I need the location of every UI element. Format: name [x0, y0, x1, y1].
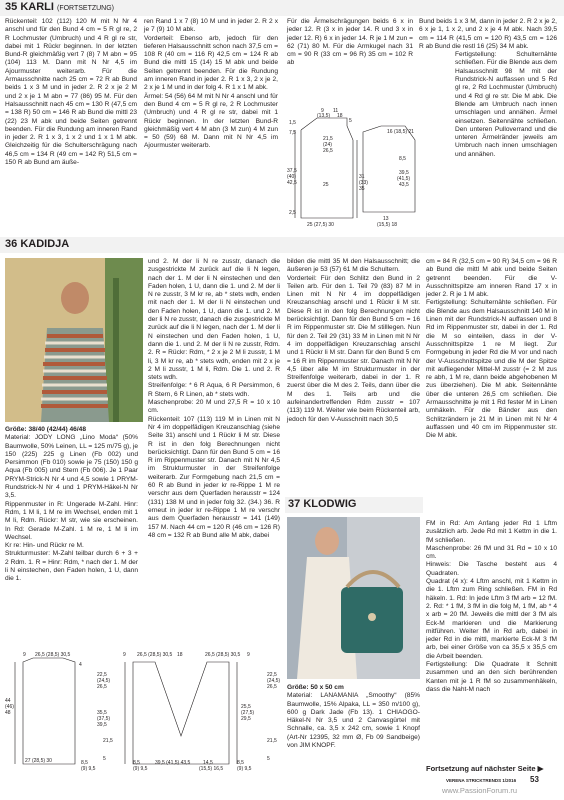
- measure-label: 48: [5, 710, 11, 716]
- measure-label: 22,5: [97, 672, 107, 678]
- measure-label: 11: [333, 108, 339, 114]
- measure-label: 39,5: [97, 722, 107, 728]
- schematic-karli: [287, 100, 420, 232]
- column-36-3: [287, 258, 420, 424]
- measure-label: (46): [5, 704, 14, 710]
- measure-label: 44: [5, 698, 11, 704]
- measure-label: (37,5): [97, 716, 111, 722]
- section-number: 36: [5, 238, 18, 250]
- measure-label: 26,5: [323, 148, 333, 154]
- column-35-2: [144, 18, 278, 151]
- measure-label: 7,5: [289, 130, 296, 136]
- section-title: KARLI: [20, 1, 54, 13]
- measure-label: 8,5: [81, 760, 88, 766]
- measure-label: 4: [79, 662, 82, 668]
- paragraph: Maschenprobe: 26 fM und 31 Rd = 10 x 10 cm.: [426, 544, 557, 561]
- measure-label: 8,5: [399, 156, 406, 162]
- measure-label: 13: [383, 216, 389, 222]
- paragraph: Quadrat (4 x): 4 Lftm anschl, mit 1 Kettm in die 1. Lftm zum Ring schließen. FM in Rd häkeln. 1. Rd: In jede Lftm 3 fM arb = 12 fM. 2. Rd: * 1 fM, 3 fM in die folg M, 1 fM, ab * 4 x arb = 20 fM. Jeweils die mittl der 3 fM als Eck-M markieren und die Markierung mitführen. Weiter fM in Rd arb, dabei in jeder Rd in die mittl, markierte Eck-M 3 fM arb, bei einer Größe von ca 35,5 x 35,5 cm die Arbeit beenden.: [426, 578, 557, 660]
- size-label: Größe: 38/40 (42/44) 46/48: [5, 426, 87, 433]
- measure-label: 26,5: [97, 684, 107, 690]
- measure-label: 5: [349, 118, 352, 124]
- measure-label: (24,5): [97, 678, 111, 684]
- photo-placeholder: [5, 258, 143, 422]
- size-label: Größe: 50 x 50 cm: [287, 684, 344, 691]
- measure-label: 21,5: [267, 738, 277, 744]
- model-photo-kadidja: [5, 258, 143, 422]
- paragraph: Streifenfolge: * 6 R Aqua, 6 R Persimmon, 6 R Stern, 6 R Linen, ab * stets wdh.: [148, 382, 280, 398]
- measure-label: 9: [23, 652, 26, 658]
- measure-label: (24): [323, 142, 332, 148]
- paragraph: Ärmel: 54 (56) 64 M mit N Nr 4 anschl und für den Bund 4 cm = 5 R gl re, 2 R Lochmuster (Umbruch) und 4 R gl re str, dabei mit 1 Rückr beginnen. In der letzten Bund-R gleichmäßig vert 4 M abn (3 M zun) 4 M zun = 50 (59) 68 M. Dann mit N Nr 4,5 im Ajourmuster weiterarb.: [144, 92, 278, 150]
- section-title: KADIDJA: [20, 238, 70, 250]
- measure-label: (15,5) 16,5: [199, 766, 224, 772]
- measure-label: 22,5: [267, 672, 277, 678]
- measure-label: 18: [177, 652, 183, 658]
- section-number: 35: [5, 1, 18, 13]
- column-35-4: [419, 18, 557, 159]
- section-number: 37: [288, 498, 301, 510]
- pattern-outline: [301, 118, 353, 218]
- paragraph: Vorderteil: Für den Schlitz den Bund in 2 Teilen arb. Für den 1. Teil 79 (83) 87 M in Linen mit N Nr 4 im doppelfädigen Kreuzanschlag anschl und 1 Rückr li M str. Diese R ist in den folg Berechnungen nicht berücksichtigt. Dann für den Bund 5 cm = 16 R im Rippenmuster str. Die M stilllegen. Nun für den 2. Teil 29 (31) 33 M in Linen mit N Nr 4 im doppelfädigen Kreuzanschlag anschl und 1 Rückr li M str. Dann für den Bund 5 cm = 16 R im Rippenmuster str. Danach mit N Nr 4,5 über alle M im Strukturmuster in der Streifenfolge weiterarb, dabei in der 1. R zuerst über die M des 2. Teils, dann über die M des 1. Teils arb und die aufeinandertreffenden Rdm zusstr = 107 (113) 119 M. Weiter wie beim Rückenteil arb, jedoch für den V-Ausschnitt nach 30,5: [287, 274, 420, 423]
- section-header-35: [0, 0, 564, 16]
- column-36-2: [148, 258, 280, 540]
- measure-label: 8,5: [237, 760, 244, 766]
- measure-label: 39,5: [399, 170, 409, 176]
- measure-label: (41,5): [397, 176, 411, 182]
- paragraph: Material: LANAMANIA „Smoothy“ (85% Baumwolle, 15% Alpaka, LL = 350 m/100 g), 600 g Dark Jade (Fb 13). 1 CHIAOGO-Häkel-N Nr 3,5 und 2 Canvasgürtel mit Schnalle, ca. 3,5 x 242 cm, sowie 1 Knopf (Art-Nr 12395, 32 mm Ø, Fb 09 Sandbeige) von JIM KNOPF.: [287, 692, 420, 750]
- paragraph: Vorderteil: Ebenso arb, jedoch für den tieferen Halsausschnitt schon nach 37,5 cm = 108 R (40 cm = 116 R) 42,5 cm = 124 R ab Bund die mittl 15 (14) 15 M abk und beide Seiten getrennt beenden. Für die Rundung am inneren Rand in jeder 2. R 1 x 3, 2 x je 2, 2 x je 1 M und in der folg 4. R 1 x 1 M abk.: [144, 34, 278, 92]
- column-36-1: [5, 426, 138, 584]
- measure-label: 5: [267, 756, 270, 762]
- measure-label: 9: [247, 652, 250, 658]
- paragraph: cm = 84 R (32,5 cm = 90 R) 34,5 cm = 96 R ab Bund die mittl M abk und beide Seiten getrennt beenden. Für die V-Ausschnittspitze am inneren Rand 17 x in jeder 2. R je 1 M abk.: [426, 258, 557, 299]
- paragraph: ren Rand 1 x 7 (8) 10 M und in jeder 2. R 2 x je 7 (9) 10 M abk.: [144, 18, 278, 34]
- section-subtitle: (FORTSETZUNG): [56, 5, 115, 12]
- measure-label: (24,5): [267, 678, 281, 684]
- measure-label: 2,5: [289, 210, 296, 216]
- paragraph: Material: JODY LONG „Lino Moda“ (50% Baumwolle, 50% Leinen, LL = 125 m/75 g), je 150 (225) 225 g Linen (Fb 002) und Persimmon (Fb 010) sowie je 75 (150) 150 g Aqua (Fb 005) und Stern (Fb 006). Je 1 Paar PRYM-Strick-N Nr 4 und 4,5 sowie 1 PRYM-Rundstrick-N Nr 4 und 1 PRYM-Häkel-N Nr 3,5.: [5, 434, 138, 500]
- measure-label: 31: [359, 174, 365, 180]
- section-title: KLODWIG: [303, 498, 357, 510]
- measure-label: 35,5: [97, 710, 107, 716]
- paragraph: Rückenteil: 102 (112) 120 M mit N Nr 4 anschl und für den Bund 4 cm = 5 R gl re, 2 R Lochmuster (Umbruch) und 4 R gl re str, dabei mit 1 Rückr beginnen. In der letzten Bund-R gleichmäßig vert 7 (8) 7 M abn = 95 (104) 113 M. Dann mit N Nr 4,5 im Ajourmuster weiterarb. Für die Armausschnitte nach 25 cm = 72 R ab Bund beids 1 x 3 M und in jeder 2. R 2 x je 2 M und 2 x je 1 M abn = 77 (86) 95 M. Für den Halsausschnitt nach 45 cm = 130 R (47,5 cm = 138 R) 50 cm = 146 R ab Bund die mittl 23 (22) 23 M abk und beide Seiten getrennt beenden. Für die Rundung am inneren Rand in jeder 2. R 1 x 3, 1 x 2 und 1 x 1 M abk. Gleichzeitig für die Schulterschrägung nach 46,5 cm = 134 R (49 cm = 142 R) 51,5 cm = 150 R ab Bund am äuße-: [5, 18, 137, 167]
- measure-label: 9: [321, 108, 324, 114]
- paragraph: Kr re: Hin- und Rückr re M.: [5, 542, 84, 550]
- paragraph: Bund beids 1 x 3 M, dann in jeder 2. R 2 x je 2, 6 x je 1, 1 x 2, und 2 x je 4 M abk. Nach 39,5 cm = 114 R (41,5 cm = 120 R) 43,5 cm = 126 R ab Bund die restl 16 (25) 34 M abk.: [419, 18, 557, 50]
- measure-label: 25,5: [241, 704, 251, 710]
- paragraph: Maschenprobe: 20 M und 27,5 R = 10 x 10 cm.: [148, 399, 280, 415]
- column-37-2: [426, 520, 557, 694]
- photo-placeholder: [287, 517, 420, 679]
- paragraph: Fertigstellung: Schulternähte schließen. Für die Blende aus dem Halsausschnitt 98 M mit der Rundstrick-N auffassen und 5 Rd gl re, 2 Rd Lochmuster (Umbruch) und 4 Rd gl re str. Die M abk. Die Blende am Umbruch nach innen umschlagen und annähen. Ärmel einsetzen. Seitennähte schließen. Den unteren Pulloverrand und die unteren Ärmelränder jeweils am Umbruch nach innen umschlagen und annähen.: [455, 51, 557, 158]
- continue-note: Fortsetzung auf nächster Seite ▶: [426, 764, 544, 773]
- measure-label: 37,5: [287, 168, 297, 174]
- measure-label: 25 (27,5) 30: [307, 222, 334, 228]
- measure-label: 18: [337, 113, 343, 119]
- pattern-outline: [133, 662, 229, 764]
- watermark: www.PassionForum.ru: [442, 786, 518, 795]
- measure-label: 35: [359, 186, 365, 192]
- measure-label: 26,5 (28,5) 30,5: [137, 652, 173, 658]
- measure-label: (40): [287, 174, 296, 180]
- paragraph: Für die Ärmelschrägungen beids 6 x in jeder 12. R (3 x in jeder 14. R und 3 x in jeder 12. R) 6 x in jeder 14. R je 1 M zun = 62 (71) 80 M. Für die Armkugel nach 31 cm = 90 R (33 cm = 96 R) 35 cm = 102 R ab: [287, 18, 413, 67]
- paragraph: Strukturmuster: M-Zahl teilbar durch 6 + 3 + 2 Rdm. 1. R = Hinr: Rdm, * nach der 1. M der li N einstechen, den Faden holen, 1 U, dann die 1.: [5, 550, 138, 583]
- measure-label: 1,5: [289, 120, 296, 126]
- measure-label: (33): [359, 180, 368, 186]
- model-photo-klodwig: [287, 517, 420, 679]
- section-header-36: [0, 237, 564, 253]
- schematic-kadidja: [5, 652, 283, 774]
- column-35-1: [5, 18, 137, 167]
- section-header-37: [285, 497, 423, 513]
- paragraph: und 2. M der li N re zusstr, danach die zusgestrickte M zurück auf die li N legen, nach der 1. M der li N einstechen und den Faden holen, 1 U, dann die 1. und 2. M der li N re zusstr, 3 M kr re, ab * stets wdh, enden mit nach der 1. M der li N einstechen und den Faden holen, 1 U, dann die 1. und 2. M der li N re zusstr, danach die zusgestrickte M zurück auf die li N legen, nach der 1. M der li N einstechen und den Faden holen, 1 U, dann die 1. und 2. M der li N re zusstr, Rdm. 2. R = Rückr: Rdm, * 2 x je 2 M li zusstr, 1 M li, 3 M kr re, ab * stets wdh, enden mit 2 x je 2 M li zusstr, 1 M li, Rdm. Die 1. und 2. R stets wdh.: [148, 258, 280, 382]
- measure-label: 26,5 (28,5) 30,5: [35, 652, 71, 658]
- measure-label: 39,5 (41,5) 43,5: [155, 760, 191, 766]
- measure-label: (27,5): [241, 710, 255, 716]
- measure-label: 8,5: [133, 760, 140, 766]
- column-36-4: [426, 258, 557, 441]
- measure-label: (9) 9,5: [81, 766, 96, 772]
- measure-label: 42,5: [287, 180, 297, 186]
- measure-label: 29,5: [241, 716, 251, 722]
- column-35-3: [287, 18, 413, 68]
- measure-label: 21,5: [323, 136, 333, 142]
- measure-label: 26,5 (28,5) 30,5: [205, 652, 241, 658]
- measure-label: 27 (28,5) 30: [25, 758, 52, 764]
- measure-label: 5: [103, 756, 106, 762]
- measure-label: 9: [123, 652, 126, 658]
- pattern-outline: [363, 126, 415, 212]
- paragraph: Rippenmuster in R: Ungerade M-Zahl. Hinr: Rdm, 1 M li, 1 M re im Wechsel, enden mit 1 M li, Rdm. Rückr: M str, wie sie erscheinen. In Rd: Gerade M-Zahl. 1 M re, 1 M li im Wechsel.: [5, 500, 138, 541]
- paragraph: Fertigstellung: Schulternähte schließen. Für die Blende aus dem Halsausschnitt 140 M in Linen mit der Rundstrick-N auffassen und 8 Rd im Rippenmuster str, dabei in der 1. Rd die M so einteilen, dass in der V-Ausschnittspitze 1 re M liegt. Zur Formgebung in jeder Rd die M vor und nach der V-Ausschnittspitze und die M der Spitze mit aufliegender Mittel-M zusstr (= 2 M zus re abh, 1 M re, dann beide abgehobenen M zus überziehen). Die M abk. Seitennähte über die unteren 26,5 cm schließen. Die Armausschnitte je mit 1 Rd fester M in Linen umhäkeln. Für die Bänder aus den Schlitzrändern je 21 M in Linen mit N Nr 4 auffassen und 40 cm im Rippenmuster str. Die M abk.: [426, 299, 557, 440]
- page-number: 53: [530, 775, 539, 784]
- measure-label: 16 (18,5) 21: [387, 129, 414, 135]
- measure-label: 21,5: [103, 738, 113, 744]
- measure-label: 26,5: [267, 684, 277, 690]
- paragraph: FM in Rd: Am Anfang jeder Rd 1 Lftm zusätzlich arb. Jede Rd mit 1 Kettm in die 1. fM schließen.: [426, 520, 557, 544]
- pattern-outline: [23, 658, 75, 764]
- paragraph: Fertigstellung: Die Quadrate lt Schnitt zusammen und an den sich berührenden Kanten mit je 1 R fM so zusammenhäkeln, dass die Naht-M nach: [426, 661, 557, 693]
- measure-label: (13,5): [317, 113, 331, 119]
- measure-label: 14,5: [203, 760, 213, 766]
- paragraph: Rückenteil: 107 (113) 119 M in Linen mit N Nr 4 im doppelfädigen Kreuzanschlag (siehe Seite 31) anschl und 1 Rückr li M str. Diese R ist in den folg Berechnungen nicht berücksichtigt. Dann für den Bund 5 cm = 16 R im Rippenmuster str. Danach mit N Nr 4,5 im Strukturmuster in der Streifenfolge weiterarb. Zur Formgebung nach 21,5 cm = 60 R ab Bund in jeder kr re-Rippe 1 M re verschr aus dem Querfaden herausstr = 124 (131) 138 M und in jeder folg 32. (34.) 36. R erneut in jeder kr re-Rippe 1 M re verschr aus dem Querfaden herausstr = 141 (149) 157 M. Nach 44 cm = 120 R (46 cm = 126 R) 48 cm = 132 R ab Bund alle M abk, dabei: [148, 415, 280, 539]
- paragraph: bilden die mittl 35 M den Halsausschnitt; die äußeren je 53 (57) 61 M die Schultern.: [287, 258, 420, 274]
- measure-label: (15,5) 18: [377, 222, 398, 228]
- paragraph: Hinweis: Die Tasche besteht aus 4 Quadraten.: [426, 561, 557, 577]
- measure-label: 25: [323, 182, 329, 188]
- measure-label: (9) 9,5: [237, 766, 252, 772]
- measure-label: (9) 9,5: [133, 766, 148, 772]
- measure-label: 43,5: [399, 182, 409, 188]
- column-37-1: [287, 684, 420, 750]
- magazine-name: VERENA STRICKTRENDS 1/2016: [446, 778, 517, 783]
